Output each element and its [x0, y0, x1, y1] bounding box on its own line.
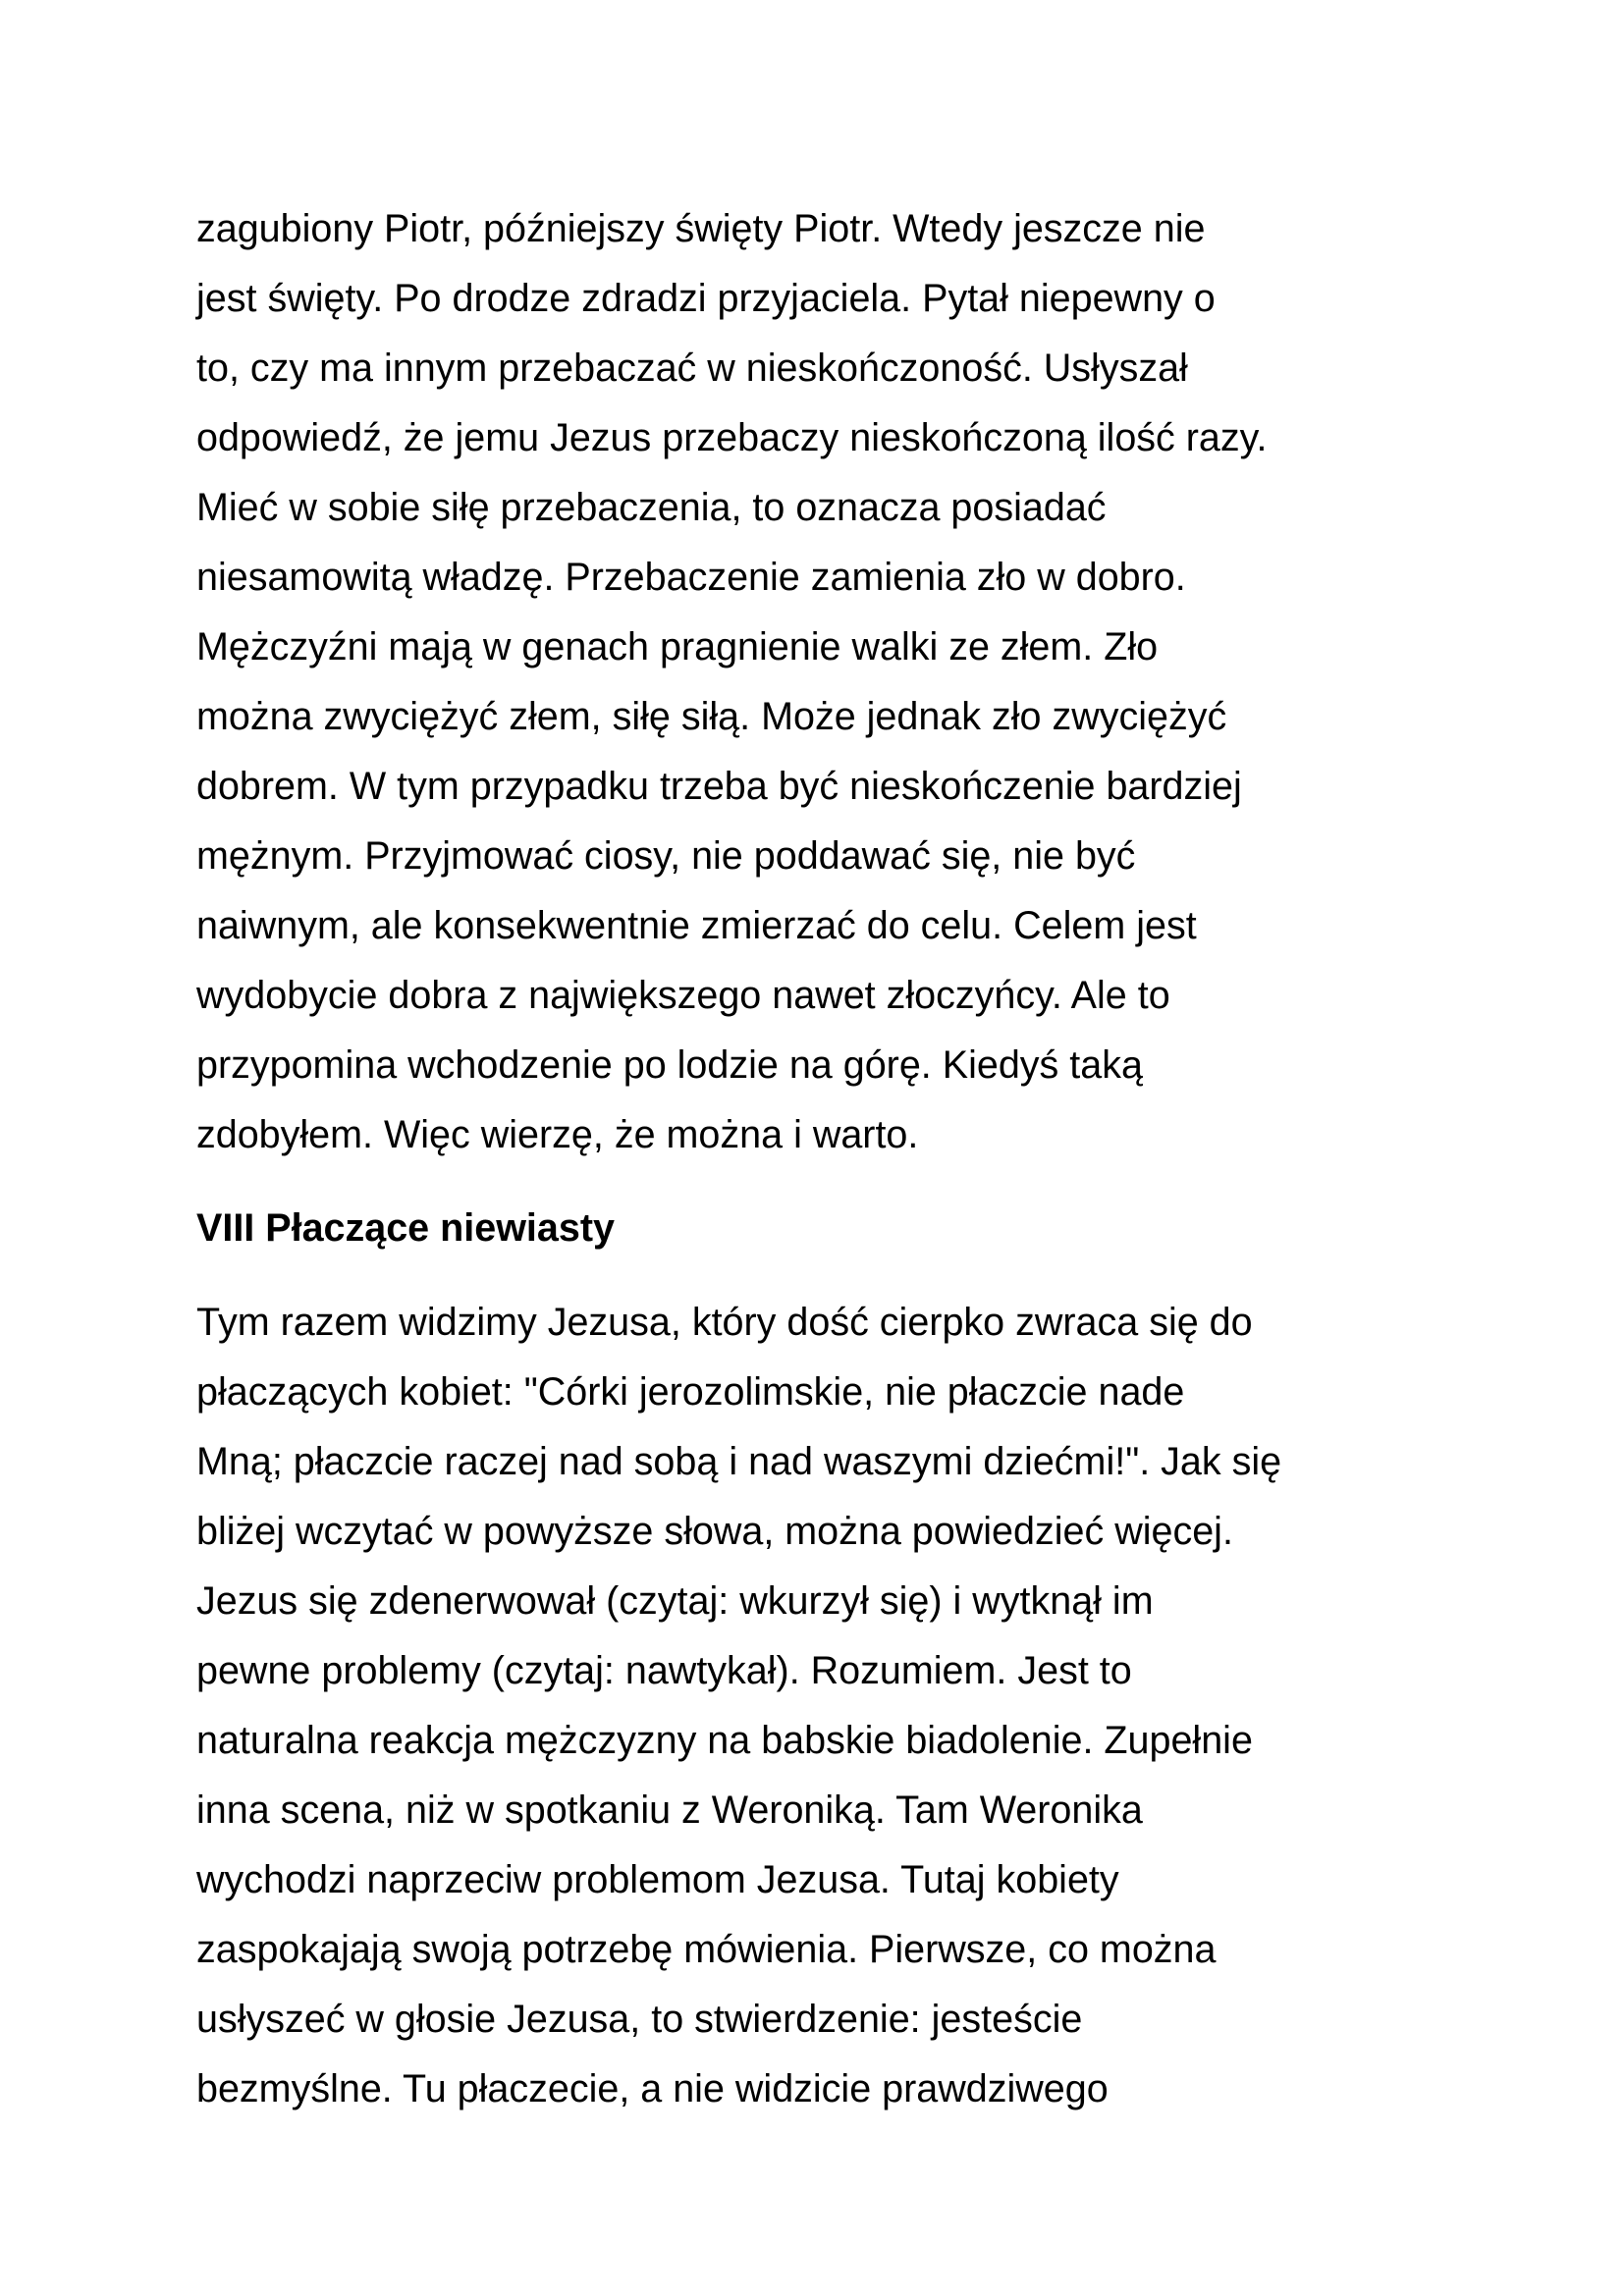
text-line: Mężczyźni mają w genach pragnienie walki ze złem. Zło	[196, 625, 1159, 668]
text-line: pewne problemy (czytaj: nawtykał). Rozumiem. Jest to	[196, 1649, 1132, 1692]
text-line: dobrem. W tym przypadku trzeba być nieskończenie bardziej	[196, 765, 1242, 808]
text-line: usłyszeć w głosie Jezusa, to stwierdzenie: jesteście	[196, 1998, 1083, 2041]
text-line: płaczących kobiet: "Córki jerozolimskie, nie płaczcie nade	[196, 1370, 1185, 1414]
text-line: wydobycie dobra z największego nawet złoczyńcy. Ale to	[196, 974, 1170, 1017]
heading-text: VIII Płaczące niewiasty	[196, 1206, 615, 1250]
text-line: przypomina wchodzenie po lodzie na górę. Kiedyś taką	[196, 1043, 1143, 1087]
text-line: Tym razem widzimy Jezusa, który dość cierpko zwraca się do	[196, 1301, 1253, 1344]
paragraph-2	[196, 1288, 1281, 2124]
text-line: niesamowitą władzę. Przebaczenie zamienia zło w dobro.	[196, 556, 1186, 599]
text-line: naiwnym, ale konsekwentnie zmierzać do celu. Celem jest	[196, 904, 1197, 947]
text-line: Jezus się zdenerwował (czytaj: wkurzył się) i wytknął im	[196, 1579, 1154, 1623]
paragraph-1	[196, 194, 1267, 1170]
text-line: zagubiony Piotr, późniejszy święty Piotr. Wtedy jeszcze nie	[196, 207, 1206, 250]
text-line: Mieć w sobie siłę przebaczenia, to oznacza posiadać	[196, 486, 1107, 529]
text-line: bezmyślne. Tu płaczecie, a nie widzicie prawdziwego	[196, 2067, 1109, 2110]
text-line: to, czy ma innym przebaczać w nieskończoność. Usłyszał	[196, 347, 1188, 390]
text-line: można zwyciężyć złem, siłę siłą. Może jednak zło zwyciężyć	[196, 695, 1227, 738]
section-heading	[196, 1194, 615, 1263]
text-line: bliżej wczytać w powyższe słowa, można powiedzieć więcej.	[196, 1510, 1233, 1553]
text-line: wychodzi naprzeciw problemom Jezusa. Tutaj kobiety	[196, 1858, 1119, 1901]
text-line: naturalna reakcja mężczyzny na babskie biadolenie. Zupełnie	[196, 1719, 1253, 1762]
text-line: zdobyłem. Więc wierzę, że można i warto.	[196, 1113, 919, 1156]
text-line: Mną; płaczcie raczej nad sobą i nad waszymi dziećmi!". Jak się	[196, 1440, 1282, 1483]
text-line: mężnym. Przyjmować ciosy, nie poddawać się, nie być	[196, 834, 1136, 878]
text-line: jest święty. Po drodze zdradzi przyjaciela. Pytał niepewny o	[196, 277, 1216, 320]
text-line: zaspokajają swoją potrzebę mówienia. Pierwsze, co można	[196, 1928, 1217, 1971]
text-line: inna scena, niż w spotkaniu z Weroniką. Tam Weronika	[196, 1789, 1143, 1832]
text-line: odpowiedź, że jemu Jezus przebaczy nieskończoną ilość razy.	[196, 416, 1268, 459]
